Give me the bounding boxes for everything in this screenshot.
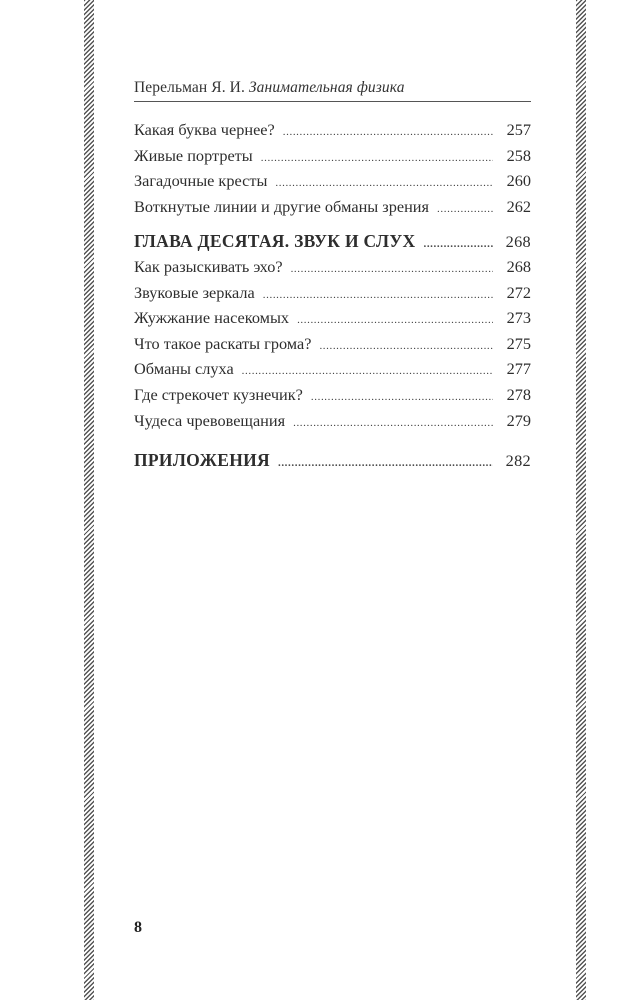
toc-entry[interactable] xyxy=(134,120,531,146)
toc-entry-title: Обманы слуха xyxy=(134,359,234,379)
table-of-contents xyxy=(134,120,531,476)
toc-entry-page: 279 xyxy=(506,410,531,430)
toc-leader-dots xyxy=(242,365,493,377)
header-author: Перельман Я. И. xyxy=(134,79,245,96)
toc-leader-dots xyxy=(261,152,493,164)
toc-entry[interactable] xyxy=(134,308,531,334)
toc-entry-page: 260 xyxy=(506,171,531,191)
toc-entry-title: Загадочные кресты xyxy=(134,171,268,191)
toc-leader-dots xyxy=(423,238,493,250)
toc-leader-dots xyxy=(319,340,493,352)
left-page-edge xyxy=(84,0,94,1000)
toc-entry-page: 275 xyxy=(506,333,531,353)
toc-entry[interactable] xyxy=(134,283,531,309)
toc-entry-page: 258 xyxy=(506,145,531,165)
toc-entry-page: 278 xyxy=(506,384,531,404)
toc-spacer xyxy=(134,436,531,450)
toc-entry-title: Какая буква чернее? xyxy=(134,120,275,139)
toc-entry-page: 272 xyxy=(506,282,531,302)
header-book-title: Занимательная физика xyxy=(248,79,405,96)
toc-entry-title: Где стрекочет кузнечик? xyxy=(134,384,303,404)
toc-entry-title: Что такое раскаты грома? xyxy=(134,333,312,353)
toc-entry-title: Жужжание насекомых xyxy=(134,308,290,328)
toc-leader-dots xyxy=(275,177,493,189)
toc-entry-page: 262 xyxy=(506,196,531,216)
toc-entry[interactable] xyxy=(134,171,531,197)
toc-leader-dots xyxy=(297,314,493,326)
toc-leader-dots xyxy=(293,417,493,429)
toc-entry-title: Звуковые зеркала xyxy=(134,282,255,302)
toc-entry[interactable] xyxy=(134,385,531,411)
toc-entry-page: 273 xyxy=(506,308,531,328)
right-page-edge xyxy=(576,0,586,1000)
toc-leader-dots xyxy=(263,289,493,301)
toc-leader-dots xyxy=(291,263,493,275)
toc-chapter-page: 268 xyxy=(505,232,531,252)
toc-entry-title: Как разыскивать эхо? xyxy=(134,256,283,276)
toc-entry-title: Чудеса чревовещания xyxy=(134,410,286,430)
toc-entry[interactable] xyxy=(134,197,531,223)
toc-leader-dots xyxy=(278,457,493,469)
toc-entry-title: Живые портреты xyxy=(134,145,253,165)
toc-leader-dots xyxy=(311,391,493,403)
toc-entry-page: 268 xyxy=(506,256,531,276)
toc-entry[interactable] xyxy=(134,411,531,437)
toc-entry[interactable] xyxy=(134,334,531,360)
toc-leader-dots xyxy=(437,203,493,215)
toc-chapter-title: ГЛАВА ДЕСЯТАЯ. ЗВУК И СЛУХ xyxy=(134,231,416,252)
toc-entry-page: 257 xyxy=(506,120,531,139)
toc-entry-title: Воткнутые линии и другие обманы зрения xyxy=(134,196,430,216)
toc-appendix-heading[interactable] xyxy=(134,450,531,476)
toc-leader-dots xyxy=(283,126,493,138)
toc-appendix-page: 282 xyxy=(505,451,531,471)
header-rule xyxy=(134,101,531,102)
running-header xyxy=(134,79,531,97)
toc-entry[interactable] xyxy=(134,359,531,385)
toc-appendix-title: ПРИЛОЖЕНИЯ xyxy=(134,450,270,471)
toc-spacer xyxy=(134,222,531,231)
toc-entry-page: 277 xyxy=(506,359,531,379)
toc-chapter-heading[interactable] xyxy=(134,231,531,257)
toc-entry[interactable] xyxy=(134,257,531,283)
page-number: 8 xyxy=(134,919,142,936)
toc-entry[interactable] xyxy=(134,146,531,172)
